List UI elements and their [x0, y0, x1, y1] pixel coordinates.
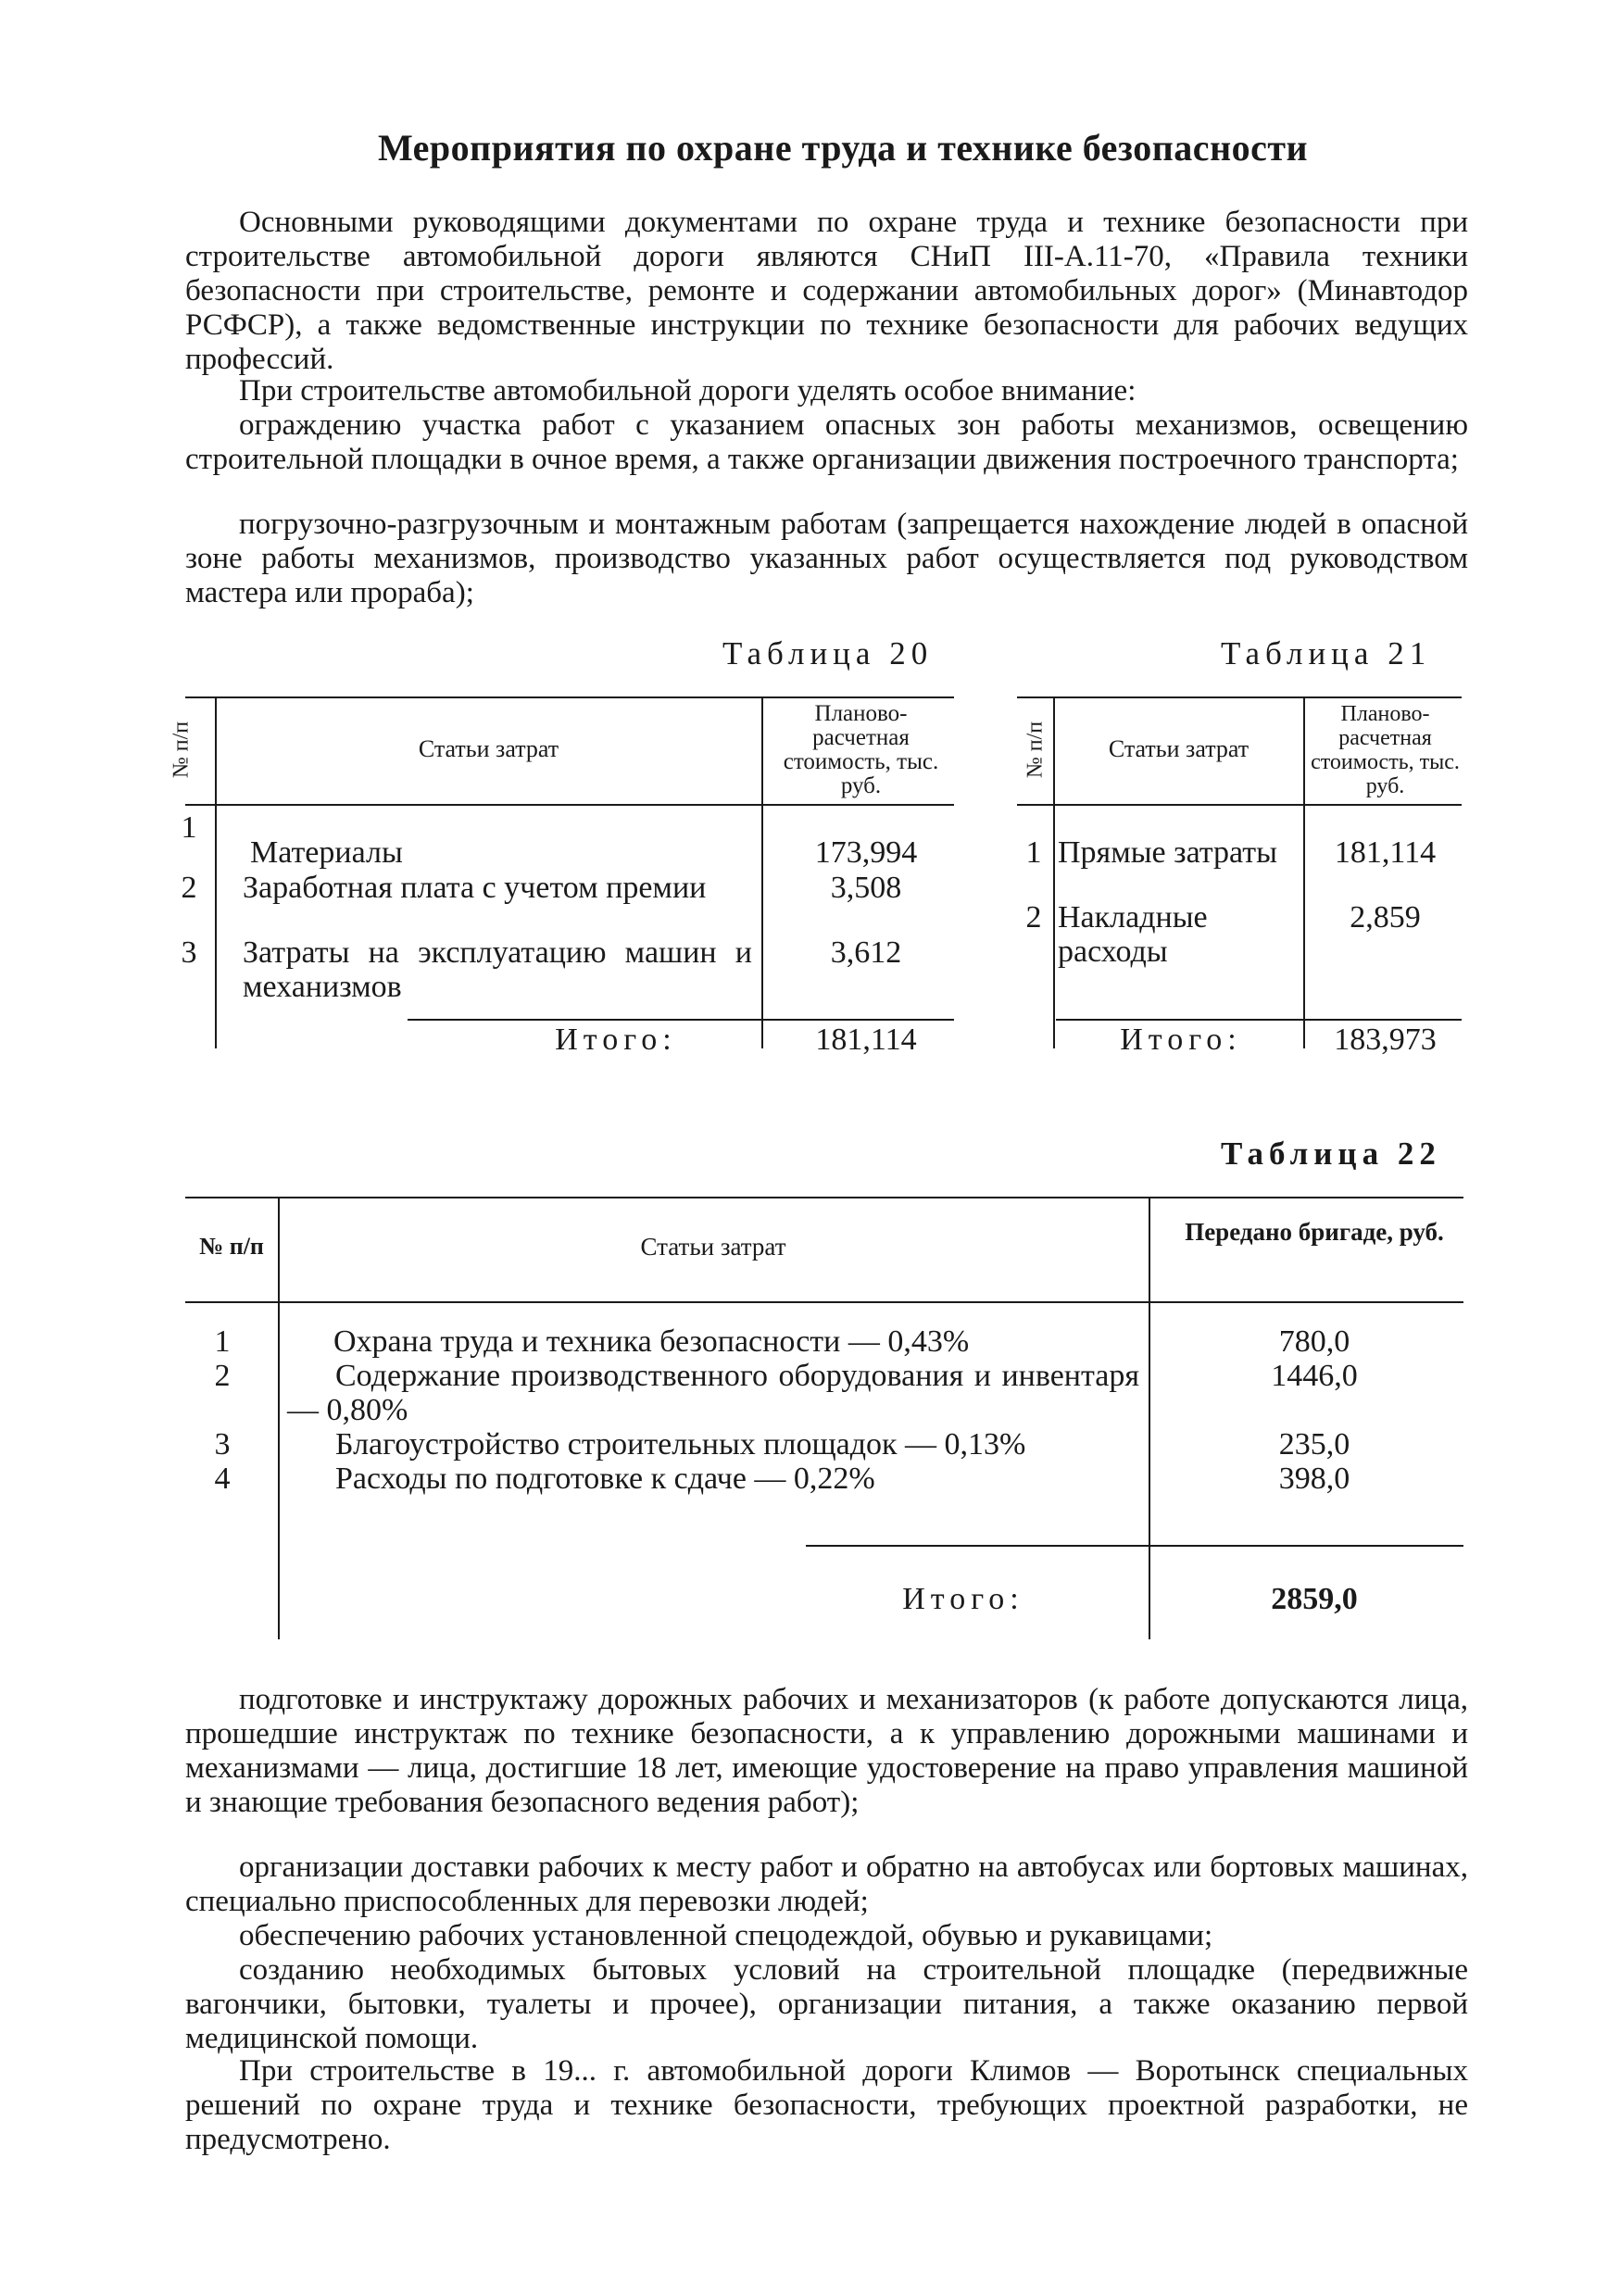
total-value: 2859,0 — [1271, 1582, 1358, 1616]
row-number: 1 — [181, 810, 197, 845]
row-number: 1 — [1025, 835, 1042, 870]
total-label: Итого: — [902, 1582, 1024, 1616]
row-item: Прямые затраты — [1058, 835, 1277, 870]
table-caption: Таблица 22 — [1221, 1135, 1441, 1172]
row-item: Накладные расходы — [1058, 900, 1208, 969]
row-item: Расходы по подготовке к сдаче — 0,22% — [335, 1462, 875, 1496]
table-divider — [215, 696, 217, 1048]
closing-paragraph: При строительстве в 19... г. автомобильной дороги Климов — Воротынск специальных решений по охране труда и технике безопасности, требующих проектной разработки, не предусмотрено. — [185, 2054, 1468, 2156]
row-item: Благоустройство строительных площадок — 0,13% — [335, 1427, 1026, 1462]
intro-paragraph: Основными руководящими документами по охране труда и технике безопасности при строительстве автомобильной дороги являются СНиП III-А.11-70, «Правила техники безопасности при строительстве, ремонте и содержании автомобильных дорог» (Минавтодор РСФСР), а также ведомственные инструкции по технике безопасности для рабочих ведущих профессий. — [185, 206, 1468, 376]
column-header: Передано бригаде, руб. — [1185, 1218, 1444, 1246]
table-rule — [185, 804, 954, 806]
row-number: 4 — [214, 1462, 231, 1496]
row-number: 3 — [181, 935, 197, 970]
column-header: Планово-расчетная стоимость, тыс. руб. — [1311, 702, 1460, 798]
row-item: Материалы — [250, 835, 403, 870]
intro-paragraph: При строительстве автомобильной дороги уделять особое внимание: — [239, 374, 1137, 408]
column-header: Статьи затрат — [418, 735, 559, 762]
table-rule — [185, 1197, 1463, 1198]
row-value: 2,859 — [1350, 900, 1421, 935]
row-value: 181,114 — [1334, 835, 1437, 870]
column-header: № п/п — [169, 721, 194, 779]
row-number: 3 — [214, 1427, 231, 1462]
total-value: 181,114 — [815, 1023, 917, 1057]
row-value: 3,508 — [830, 871, 902, 905]
row-value: 1446,0 — [1271, 1359, 1358, 1393]
column-header: № п/п — [1023, 721, 1048, 779]
total-label: Итого: — [1120, 1023, 1242, 1057]
column-header: Статьи затрат — [1108, 735, 1250, 762]
row-item: Содержание производственного оборудования и инвентаря — 0,80% — [287, 1359, 1139, 1427]
column-header: № п/п — [199, 1233, 264, 1260]
column-header: Статьи затрат — [640, 1233, 786, 1261]
total-label: Итого: — [555, 1023, 677, 1057]
intro-paragraph: ограждению участка работ с указанием опасных зон работы механизмов, освещению строительной площадки в очное время, а также организации движения построечного транспорта; — [185, 408, 1468, 476]
table-divider — [1149, 1197, 1150, 1639]
row-value: 780,0 — [1278, 1324, 1350, 1359]
closing-paragraph: подготовке и инструктажу дорожных рабочих и механизаторов (к работе допускаются лица, прошедшие инструктаж по технике безопасности, а к управлению дорожными машинами и механизмами — лица, достигшие 18 лет, имеющие удостоверение на право управления машиной и знающие требования безопасного ведения работ); — [185, 1683, 1468, 1819]
table-rule — [185, 1301, 1463, 1303]
row-item: Затраты на эксплуатацию машин и механизмов — [243, 935, 752, 1004]
table-rule — [1017, 696, 1462, 698]
table-rule — [806, 1545, 1463, 1547]
total-value: 183,973 — [1334, 1023, 1437, 1057]
closing-paragraph: организации доставки рабочих к месту работ и обратно на автобусах или бортовых машинах, специально приспособленных для перевозки людей; — [185, 1851, 1468, 1918]
row-value: 398,0 — [1278, 1462, 1350, 1496]
table-rule — [1017, 804, 1462, 806]
row-number: 2 — [181, 871, 197, 905]
page-title: Мероприятия по охране труда и технике безопасности — [377, 127, 1309, 169]
table-rule — [1056, 1019, 1462, 1021]
row-value: 3,612 — [830, 935, 902, 970]
table-divider — [761, 696, 763, 1048]
row-item: Охрана труда и техника безопасности — 0,43% — [333, 1324, 970, 1359]
row-item: Заработная плата с учетом премии — [243, 871, 707, 905]
table-caption: Таблица 20 — [722, 635, 934, 671]
row-number: 2 — [214, 1359, 231, 1393]
table-divider — [1053, 696, 1055, 1048]
table-divider — [1303, 696, 1305, 1048]
table-caption: Таблица 21 — [1221, 635, 1432, 671]
table-divider — [278, 1197, 280, 1639]
row-number: 2 — [1025, 900, 1042, 935]
row-value: 235,0 — [1278, 1427, 1350, 1462]
closing-paragraph: созданию необходимых бытовых условий на строительной площадке (передвижные вагончики, бытовки, туалеты и прочее), организации питания, а также оказанию первой медицинской помощи. — [185, 1953, 1468, 2055]
intro-paragraph: погрузочно-разгрузочным и монтажным работам (запрещается нахождение людей в опасной зоне работы механизмов, производство указанных работ осуществляется под руководством мастера или прораба); — [185, 508, 1468, 609]
table-rule — [408, 1019, 954, 1021]
row-value: 173,994 — [814, 835, 918, 870]
closing-paragraph: обеспечению рабочих установленной спецодеждой, обувью и рукавицами; — [239, 1919, 1213, 1952]
row-number: 1 — [214, 1324, 231, 1359]
table-rule — [185, 696, 954, 698]
column-header: Планово-расчетная стоимость, тыс. руб. — [783, 701, 939, 798]
